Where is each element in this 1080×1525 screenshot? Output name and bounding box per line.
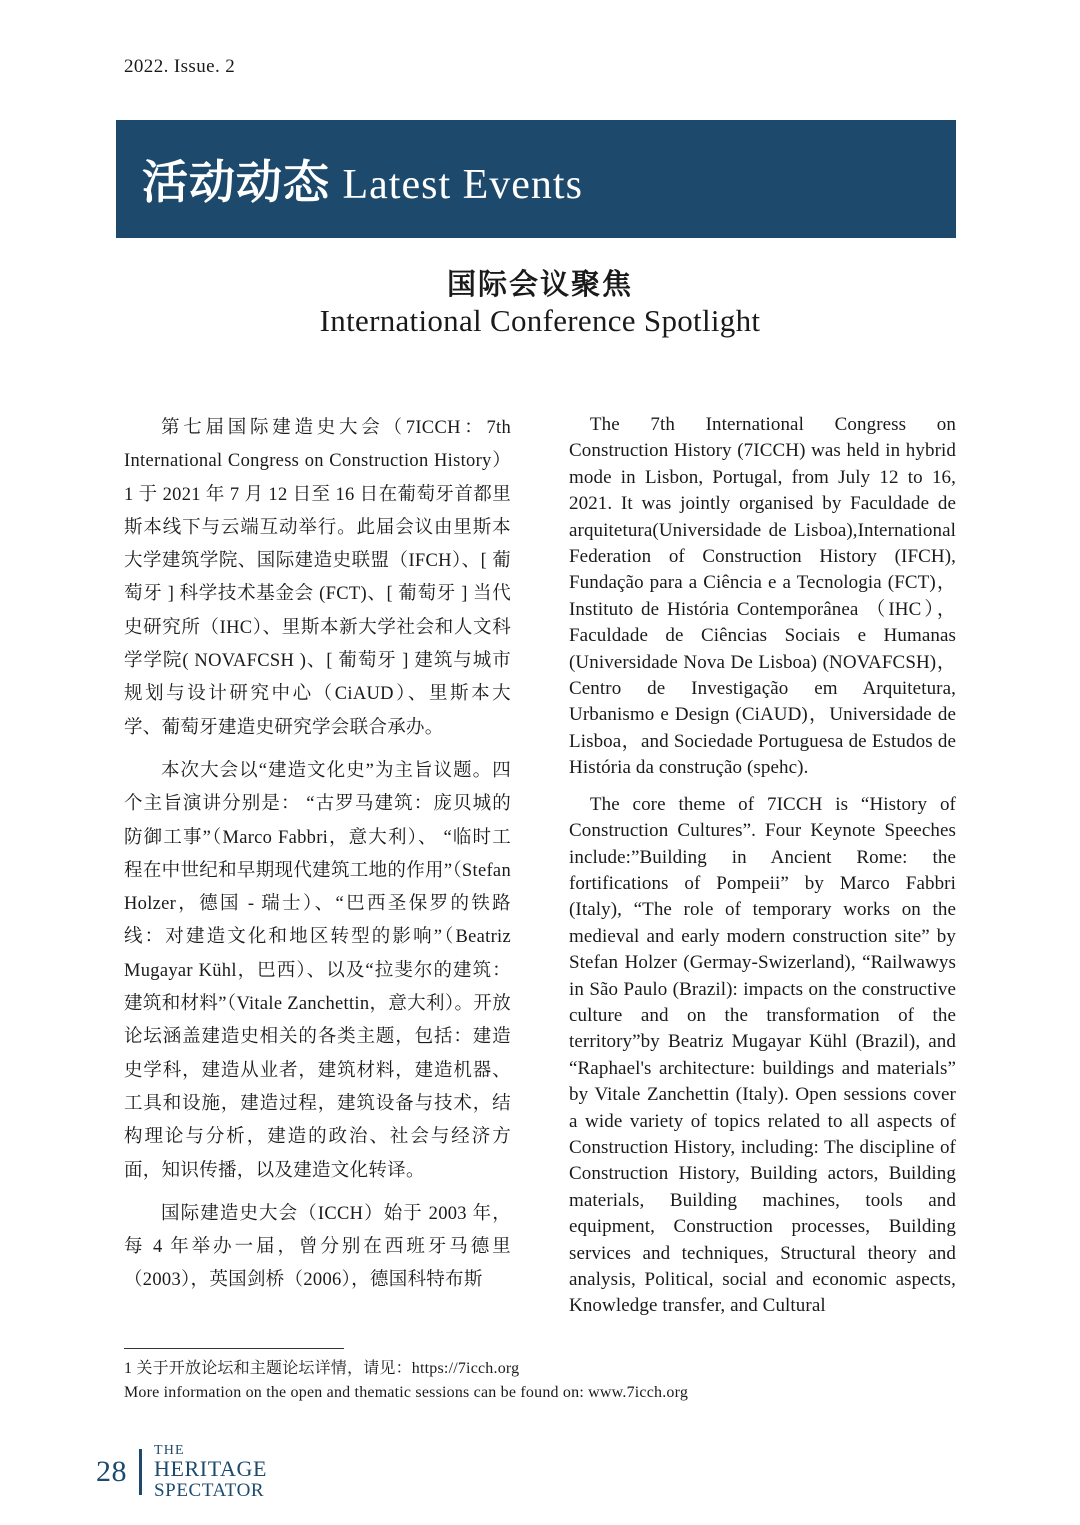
footnote-block	[124, 1348, 956, 1405]
article-body	[124, 412, 956, 1332]
page-footer	[96, 1444, 267, 1500]
footnote-divider	[124, 1348, 344, 1349]
article-title-en: International Conference Spotlight	[319, 303, 761, 338]
banner-title-cn: 活动动态	[142, 157, 330, 208]
column-chinese	[124, 412, 511, 1332]
paragraph-cn-2: 本次大会以“建造文化史”为主旨议题。四个主旨演讲分别是： “古罗马建筑：庞贝城的防御工事”（Marco Fabbri，意大利）、 “临时工程在中世纪和早期现代建筑工地的作用”（Stefan Holzer，德国 - 瑞士）、“巴西圣保罗的铁路线：对建造文化和地区转型的影响”（Beatriz Mugayar Kühl，巴西）、以及“拉斐尔的建筑：建筑和材料”（Vitale Zanchettin，意大利）。开放论坛涵盖建造史相关的各类主题，包括：建造史学科，建造从业者，建筑材料，建造机器、工具和设施，建造过程，建筑设备与技术，结构理论与分析，建造的政治、社会与经济方面，知识传播，以及建造文化转译。	[124, 760, 511, 1181]
brand-logo	[154, 1444, 267, 1500]
brand-line-2: HERITAGE	[154, 1456, 268, 1482]
banner-title-en: Latest Events	[342, 162, 583, 208]
issue-label: 2022. Issue. 2	[124, 56, 236, 77]
brand-line-1: THE	[154, 1443, 185, 1458]
paragraph-en-1: The 7th International Congress on Construction History (7ICCH) was held in hybrid mode in Lisbon, Portugal, from July 12 to 16, 2021. It was jointly organised by Faculdade de arquitetura(Universidade de Lisboa),International Federation of Construction History (IFCH), Fundação para a Ciência e a Tecnologia (FCT)，Instituto de História Contemporânea （IHC），Faculdade de Ciências Sociais e Humanas (Universidade Nova De Lisboa) (NOVAFCSH)，Centro de Investigação em Arquitetura, Urbanismo e Design (CiAUD)，Universidade de Lisboa，and Sociedade Portuguesa de Estudos de História da construção (spehc).	[569, 414, 956, 779]
page-number: 28	[96, 1455, 127, 1489]
brand-line-3: SPECTATOR	[154, 1479, 265, 1501]
column-english	[569, 412, 956, 1332]
banner-title	[116, 146, 583, 212]
footer-divider	[139, 1449, 142, 1495]
paragraph-cn-1: 第七届国际建造史大会（7ICCH：7th International Congress on Construction History）1 于 2021 年 7 月 12 日至 16 日在葡萄牙首都里斯本线下与云端互动举行。此届会议由里斯本大学建筑学院、国际建造史联盟（IFCH）、[ 葡萄牙 ] 科学技术基金会 (FCT)、[ 葡萄牙 ] 当代史研究所（IHC）、里斯本新大学社会和人文科学学院( NOVAFCSH )、[ 葡萄牙 ] 建筑与城市规划与设计研究中心（CiAUD）、里斯本大学、葡萄牙建造史研究学会联合承办。	[124, 418, 511, 738]
footnote-line-cn: 1 关于开放论坛和主题论坛详情，请见：https://7icch.org	[124, 1360, 520, 1377]
paragraph-cn-3: 国际建造史大会（ICCH）始于 2003 年，每 4 年举办一届，曾分别在西班牙马德里（2003），英国剑桥（2006），德国科特布斯	[124, 1203, 511, 1291]
section-banner	[116, 120, 956, 238]
footnote-line-en: More information on the open and thematic sessions can be found on: www.7icch.org	[124, 1384, 689, 1401]
article-title-cn: 国际会议聚焦	[446, 269, 633, 301]
paragraph-en-2: The core theme of 7ICCH is “History of Construction Cultures”. Four Keynote Speeches include:”Building in Ancient Rome: the fortifications of Pompeii” by Marco Fabbri (Italy), “The role of temporary works on the medieval and early modern construction site” by Stefan Holzer (Germay-Swizerland), “Railwawys in São Paulo (Brazil): impacts on the constructive culture and on the transformation of the territory”by Beatriz Mugayar Kühl (Brazil), and “Raphael's architecture: buildings and materials” by Vitale Zanchettin (Italy). Open sessions cover a wide variety of topics related to all aspects of Construction History, including: The discipline of Construction History, Building actors, Building materials, Building machines, tools and equipment, Construction processes, Building services and techniques, Structural theory and analysis, Political, social and economic aspects, Knowledge transfer, and Cultural	[569, 793, 956, 1317]
